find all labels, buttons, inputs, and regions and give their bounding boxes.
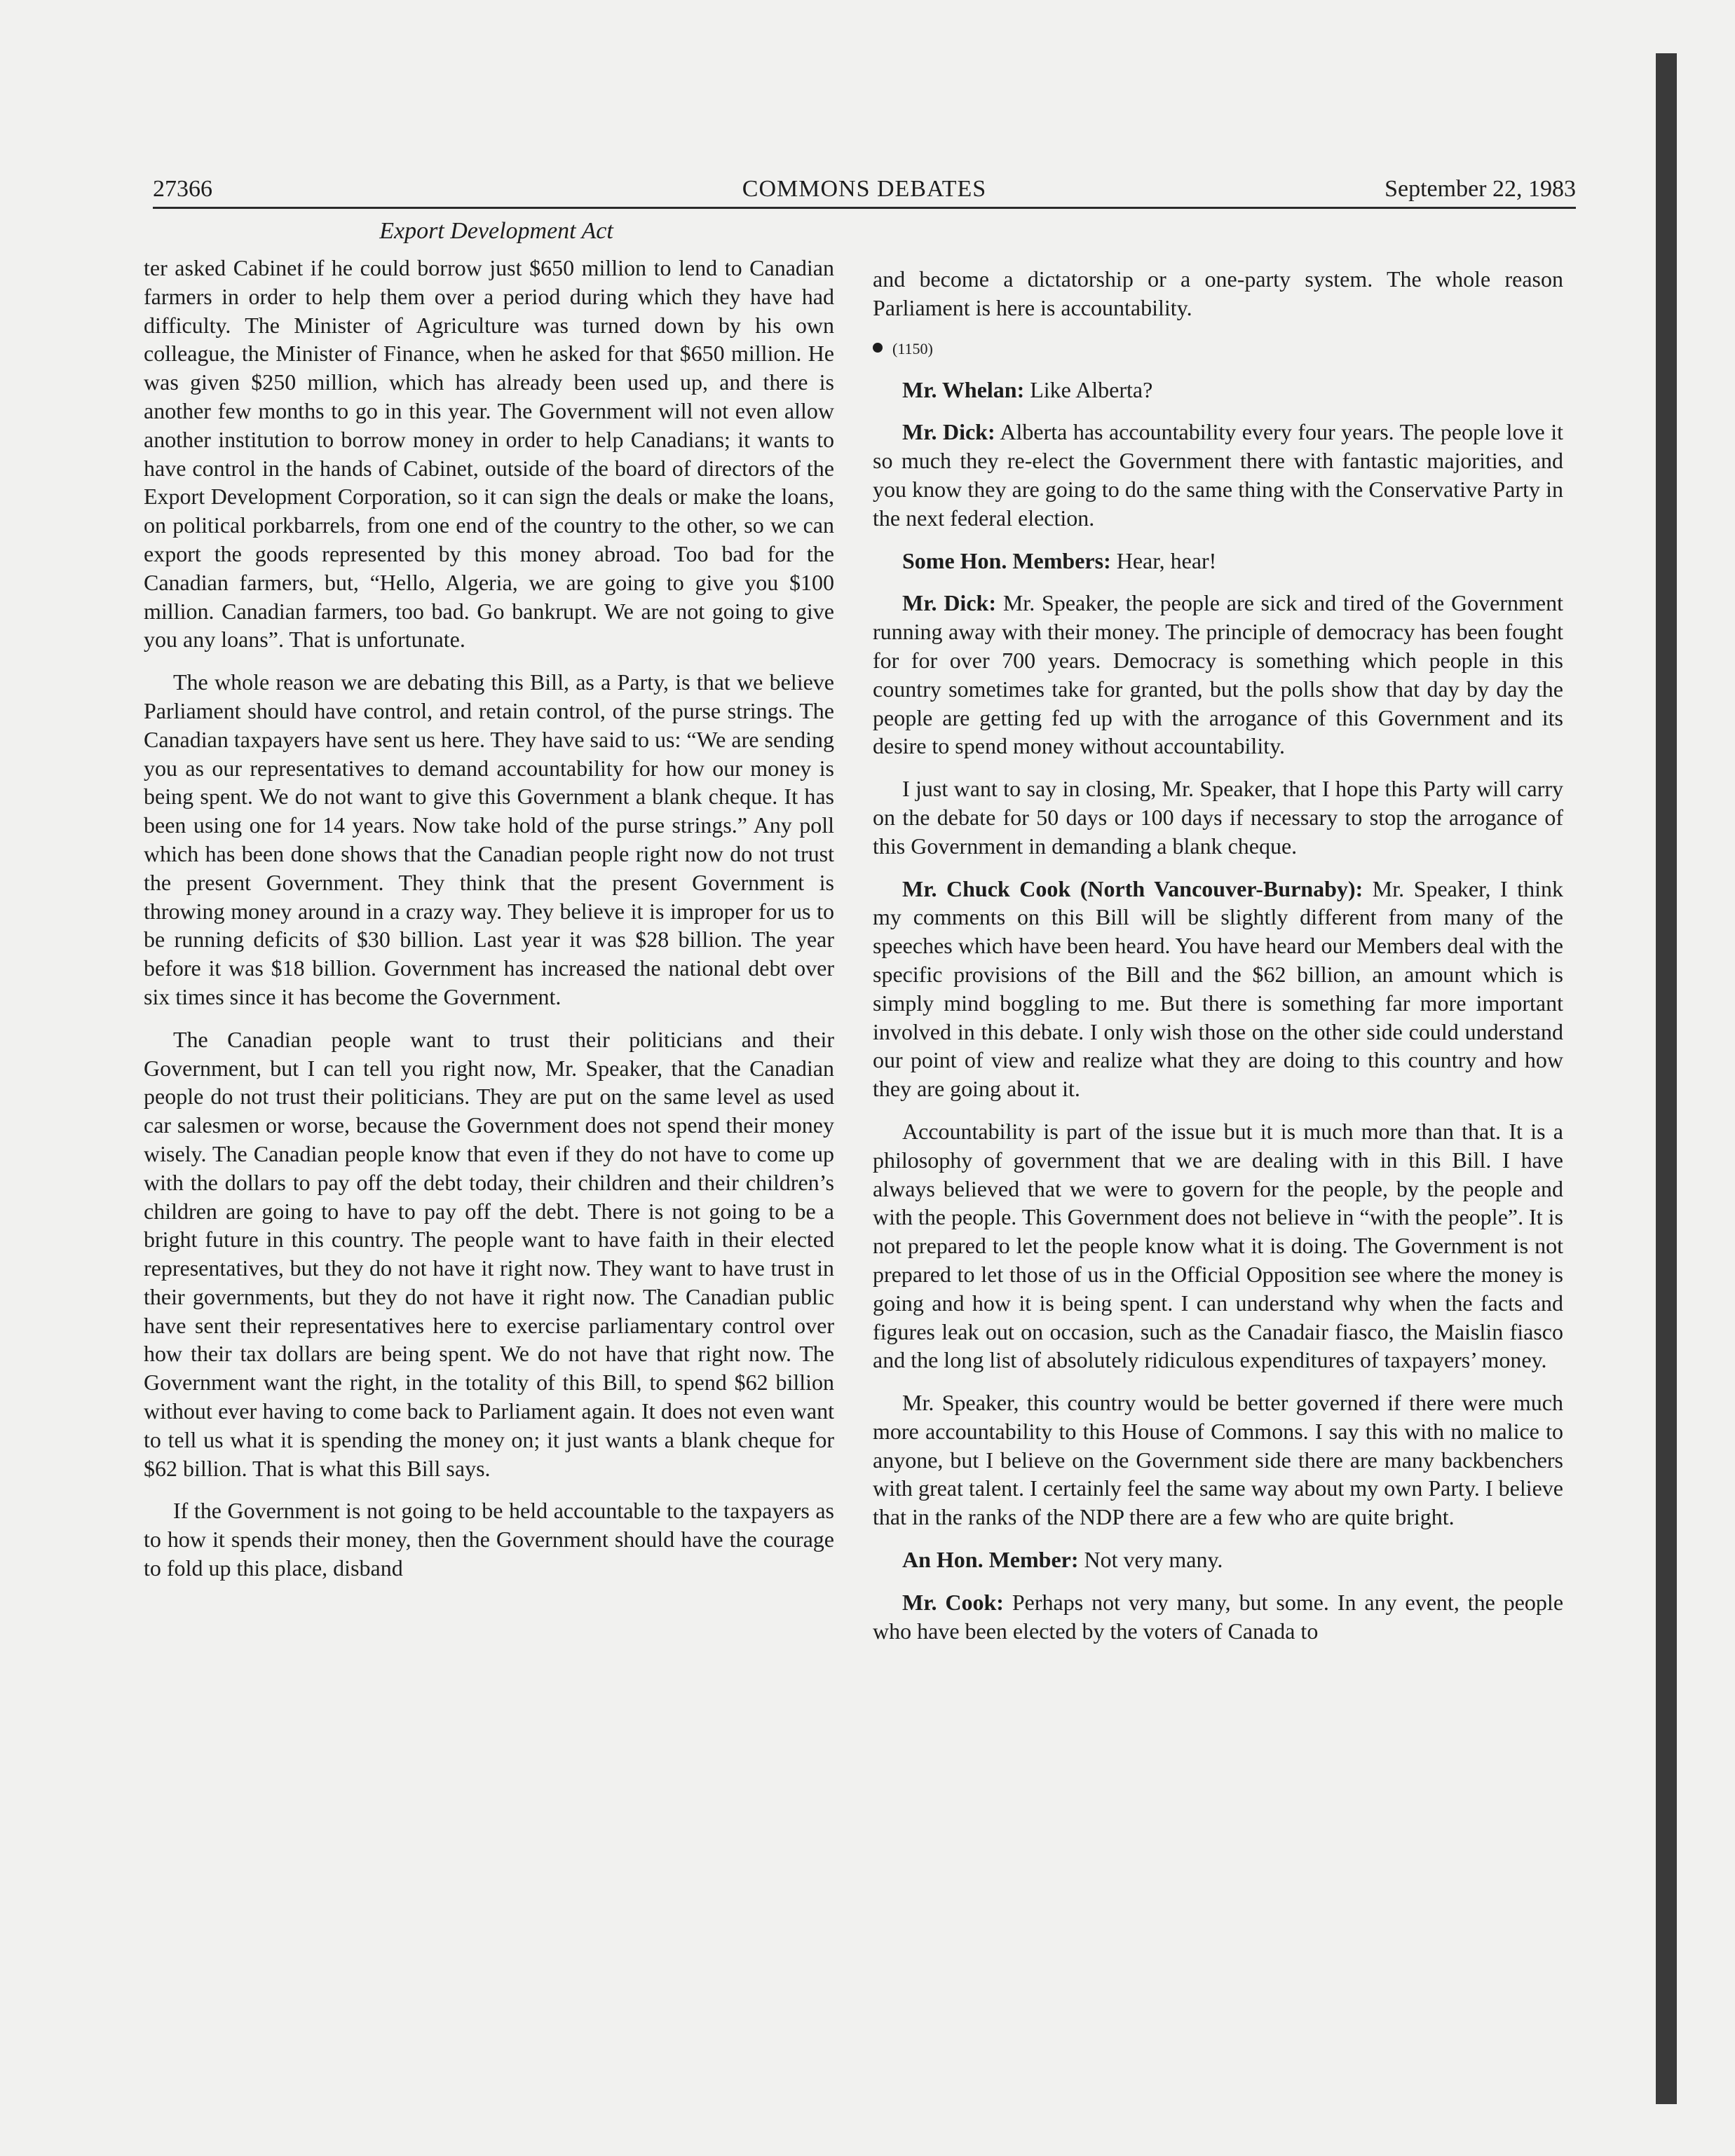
bullet-icon <box>873 343 883 353</box>
speech <box>873 1546 1563 1574</box>
speaker-name: Mr. Whelan: <box>902 376 1025 402</box>
scan-edge <box>1656 53 1677 2104</box>
left-column <box>144 254 834 1957</box>
speech-text: Mr. Speaker, the people are sick and tired of the Government running away with their money. The principle of democracy has been fought for for over 700 years. Democracy is something which people in this country sometimes take for granted, but the polls show that day by day the people are getting fed up with the arrogance of this Government and its desire to spend money without accountability. <box>873 590 1563 759</box>
speech-text: Mr. Speaker, I think my comments on this Bill will be slightly different from many of the speeches which have been heard. You have heard our Members deal with the specific provisions of the Bill and the $62 billion, an amount which is simply mind boggling to me. But there is something far more important involved in this debate. I only wish those on the other side could understand our point of view and realize what they are doing to this country and how they are going about it. <box>873 875 1563 1102</box>
speech-text: Perhaps not very many, but some. In any event, the people who have been elected by the voters of Canada to <box>873 1589 1563 1644</box>
speaker-name: Mr. Dick: <box>902 419 995 445</box>
paragraph: Accountability is part of the issue but it is much more than that. It is a philosophy of government that we are dealing with in this Bill. I have always believed that we were to govern for the people, by the people and with the people. This Government does not believe in “with the people”. It is not prepared to let the people know what it is doing. The Government is not prepared to let those of us in the Official Opposition see where the money is going and how it is being spent. I can understand why when the facts and figures leak out on occasion, such as the Canadair fiasco, the Maislin fiasco and the long list of absolutely ridiculous expenditures of taxpayers’ money. <box>873 1118 1563 1373</box>
paragraph: ter asked Cabinet if he could borrow just $650 million to lend to Canadian farmers in order to help them over a period during which they have had difficulty. The Minister of Agriculture was turned down by his own colleague, the Minister of Finance, when he asked for that $650 million. He was given $250 million, which has already been used up, and there is another few months to go in this year. The Government will not even allow another institution to borrow money in order to help Canadians; it wants to have control in the hands of Cabinet, outside of the board of directors of the Export Development Corporation, so it can sign the deals or make the loans, on political porkbarrels, from one end of the country to the other, so we can export the goods represented by this money abroad. Too bad for the Canadian farmers, but, “Hello, Algeria, we are going to give you $100 million. Canadian farmers, too bad. Go bankrupt. We are not going to give you any loans”. That is unfortunate. <box>144 255 834 653</box>
paragraph: The Canadian people want to trust their politicians and their Government, but I can tell you right now, Mr. Speaker, that the Canadian people do not trust their politicians. They are put on the same level as used car salesmen or worse, because the Government does not spend their money wisely. The Canadian people know that even if they do not have to come up with the dollars to pay off the debt today, their children and their children’s children are going to have to pay off the debt. There is not going to be a bright future in this country. The people want to have faith in their elected representatives, but they do not have it right now. They want to have trust in their governments, but they do not have it right now. The Canadian public have sent their representatives here to exercise parliamentary control over how their tax dollars are being spent. We do not have that right now. The Government want the right, in the totality of this Bill, to spend $62 billion without ever having to come back to Parliament again. It does not even want to tell us what it is spending the money on; it just wants a blank cheque for $62 billion. That is what this Bill says. <box>144 1026 834 1481</box>
speaker-name: Mr. Cook: <box>902 1589 1004 1615</box>
speaker-name: An Hon. Member: <box>902 1547 1079 1573</box>
speech-text: Not very many. <box>1084 1547 1223 1573</box>
speaker-name: Mr. Chuck Cook (North Vancouver-Burnaby): <box>902 875 1363 901</box>
speech <box>873 547 1563 575</box>
speech <box>873 875 1563 1103</box>
speech <box>873 1588 1563 1646</box>
paragraph: The whole reason we are debating this Bill, as a Party, is that we believe Parliament should have control, and retain control, of the purse strings. The Canadian taxpayers have sent us here. They have said to us: “We are sending you as our representatives to demand accountability for how our money is being spent. We do not want to give this Government a blank cheque. It has been using one for 14 years. Now take hold of the purse strings.” Any poll which has been done shows that the Canadian people right now do not trust the present Government. They think that the present Government is throwing money around in a crazy way. They believe it is improper for us to be running deficits of $30 billion. Last year it was $28 billion. The year before it was $18 billion. Government has increased the national debt over six times since it has become the Government. <box>144 669 834 1009</box>
speech <box>873 589 1563 760</box>
paragraph: I just want to say in closing, Mr. Speaker, that I hope this Party will carry on the debate for 50 days or 100 days if necessary to stop the arrogance of this Government in demanding a blank cheque. <box>873 776 1563 859</box>
speech-text: Hear, hear! <box>1116 547 1217 573</box>
speech-text: Alberta has accountability every four years. The people love it so much they re-elect the Government there with fantastic majorities, and you know they are going to do the same thing with the Conservative Party in the next federal election. <box>873 419 1563 531</box>
page-number: 27366 <box>153 176 212 202</box>
time-marker-label: (1150) <box>892 339 933 357</box>
paragraph: If the Government is not going to be held accountable to the taxpayers as to how it spends their money, then the Government should have the courage to fold up this place, disband <box>144 1498 834 1581</box>
speaker-name: Some Hon. Members: <box>902 547 1111 573</box>
journal-title: COMMONS DEBATES <box>742 176 987 202</box>
paragraph: Mr. Speaker, this country would be better governed if there were much more accountability to this House of Commons. I say this with no malice to anyone, but I believe on the Government side there are many backbenchers with great talent. I certainly feel the same way about my own Party. I believe that in the ranks of the NDP there are a few who are quite bright. <box>873 1390 1563 1530</box>
speech <box>873 376 1563 404</box>
speech <box>873 418 1563 532</box>
running-subject: Export Development Act <box>379 218 613 244</box>
page-header <box>153 172 1576 209</box>
speech-text: Like Alberta? <box>1030 376 1153 402</box>
right-column <box>873 265 1563 1968</box>
speaker-name: Mr. Dick: <box>902 590 996 616</box>
publication-date: September 22, 1983 <box>1384 176 1576 202</box>
paragraph: and become a dictatorship or a one-party system. The whole reason Parliament is here is accountability. <box>873 266 1563 320</box>
time-marker <box>873 336 1563 362</box>
